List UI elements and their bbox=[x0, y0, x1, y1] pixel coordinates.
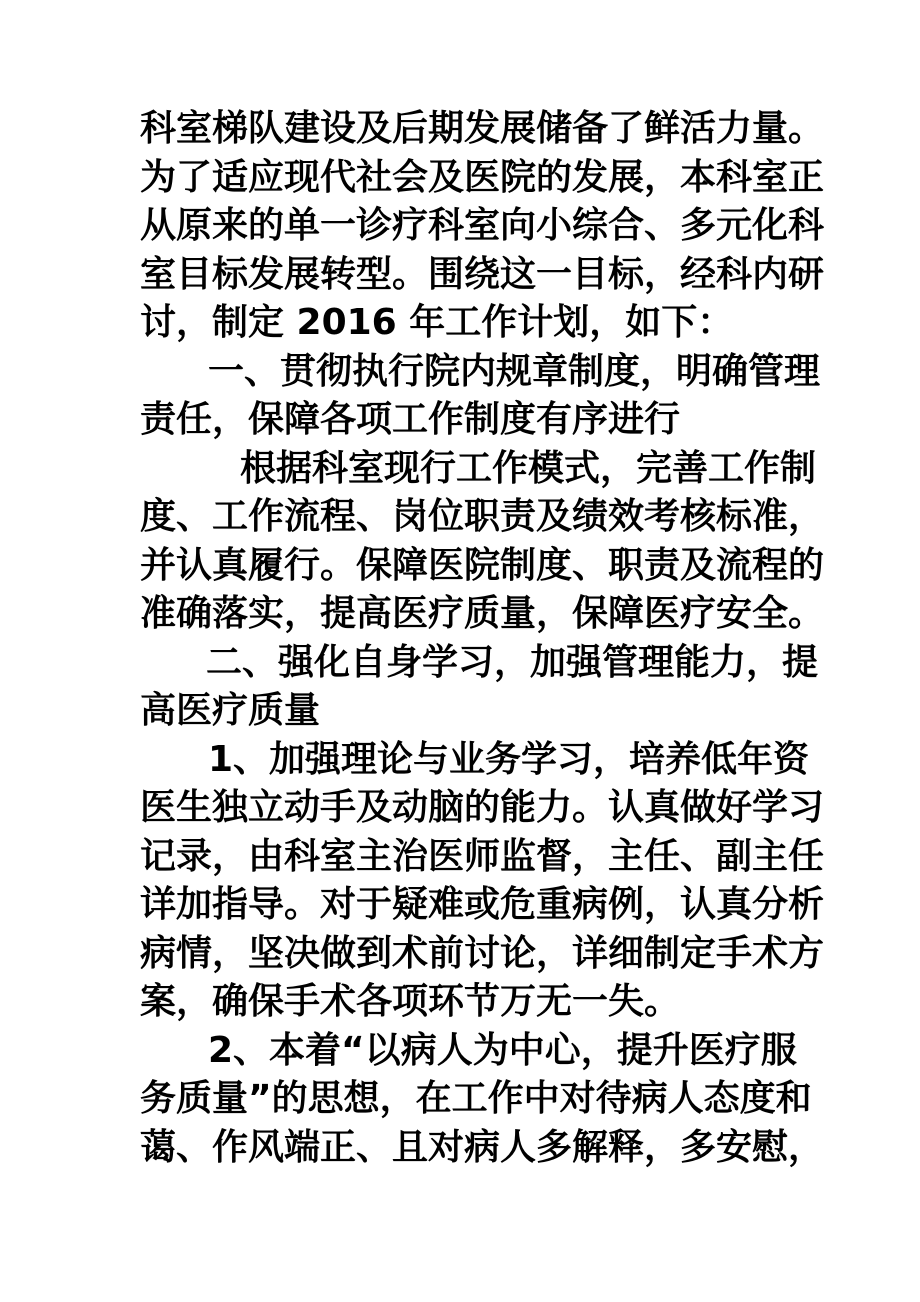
body-line: 科室梯队建设及后期发展储备了鲜活力量。 bbox=[140, 108, 825, 149]
body-line: 为了适应现代社会及医院的发展，本科室正 bbox=[140, 156, 825, 198]
body-line: 根据科室现行工作模式，完善工作制 bbox=[240, 447, 817, 489]
list-item-2: 2、本着“以病人为中心，提升医疗服 bbox=[208, 1029, 797, 1071]
body-line: 务质量”的思想，在工作中对待病人态度和 bbox=[140, 1078, 812, 1119]
body-line: 蔼、作风端正、且对病人多解释，多安慰， bbox=[140, 1126, 825, 1168]
section-heading-1: 一、贯彻执行院内规章制度，明确管理 bbox=[208, 350, 821, 392]
body-line: 从原来的单一诊疗科室向小综合、多元化科 bbox=[140, 205, 825, 246]
section-heading-2: 二、强化自身学习，加强管理能力，提 bbox=[206, 641, 819, 683]
body-line: 病情，坚决做到术前讨论，详细制定手术方 bbox=[140, 932, 825, 974]
body-line: 并认真履行。保障医院制度、职责及流程的 bbox=[140, 544, 825, 586]
section-heading-1-cont: 责任，保障各项工作制度有序进行 bbox=[140, 399, 681, 440]
section-heading-2-cont: 高医疗质量 bbox=[140, 690, 321, 731]
body-line: 准确落实，提高医疗质量，保障医疗安全。 bbox=[140, 593, 825, 634]
body-line: 讨，制定 2016 年工作计划，如下： bbox=[140, 302, 734, 343]
list-item-1: 1、加强理论与业务学习，培养低年资 bbox=[208, 738, 810, 780]
body-line: 医生独立动手及动脑的能力。认真做好学习 bbox=[140, 787, 825, 828]
body-line: 记录，由科室主治医师监督，主任、副主任 bbox=[140, 835, 825, 877]
body-line: 室目标发展转型。围绕这一目标，经科内研 bbox=[140, 253, 825, 295]
document-body bbox=[140, 105, 825, 1172]
body-line: 案，确保手术各项环节万无一失。 bbox=[140, 981, 681, 1022]
body-line: 详加指导。对于疑难或危重病例，认真分析 bbox=[140, 884, 825, 925]
body-line: 度、工作流程、岗位职责及绩效考核标准， bbox=[140, 496, 825, 537]
